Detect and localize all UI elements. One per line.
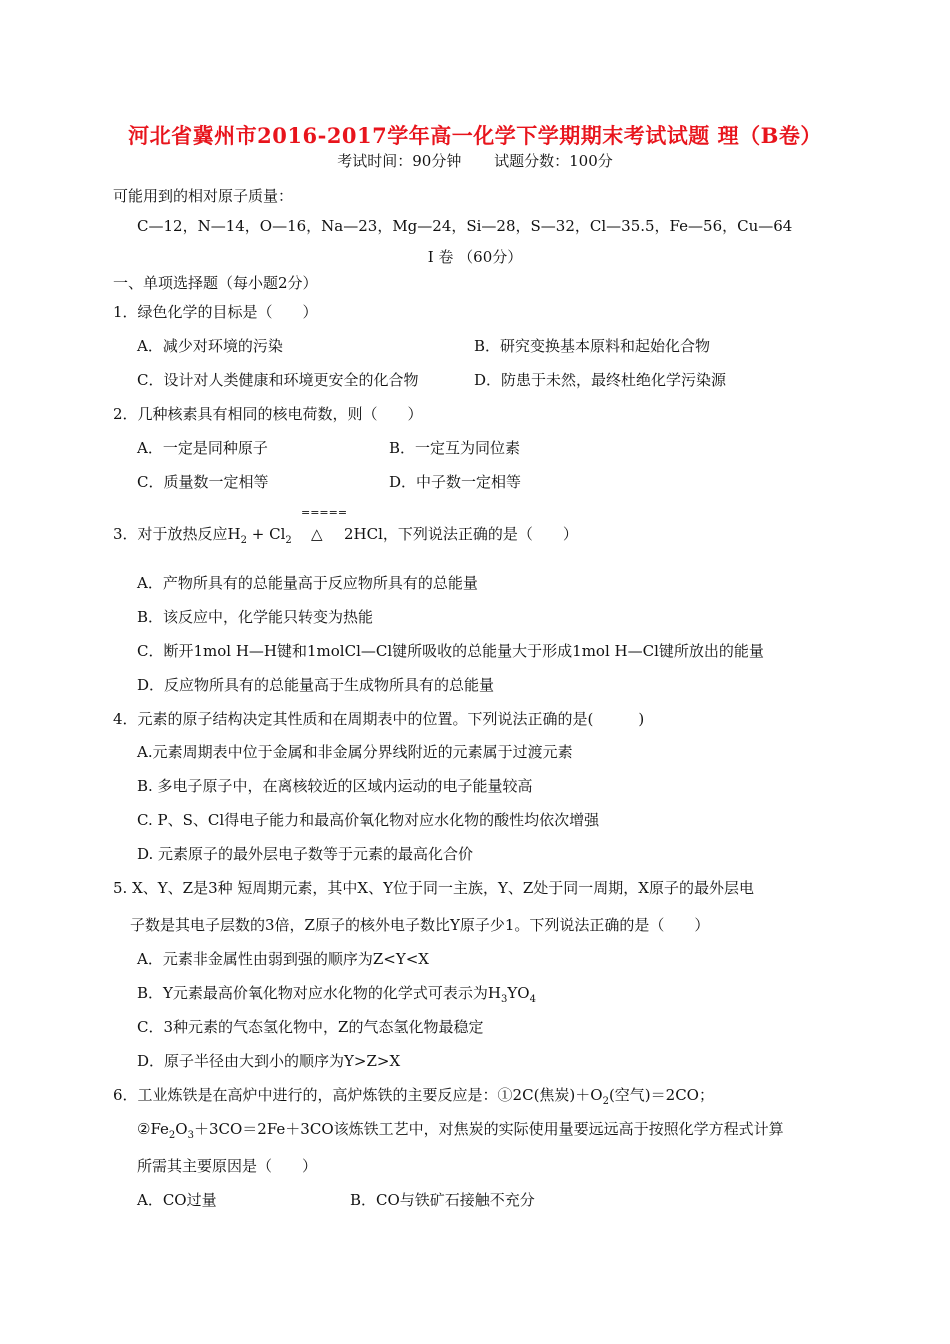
- question-3-option-d: D．反应物所具有的总能量高于生成物所具有的总能量: [137, 676, 495, 694]
- question-4-option-b: B. 多电子原子中，在离核较近的区域内运动的电子能量较高: [137, 777, 533, 795]
- question-3-option-c: C．断开1mol H—H键和1molCl—Cl键所吸收的总能量大于形成1mol H—Cl键所放出的能量: [137, 642, 764, 660]
- question-2-option-b: B．一定互为同位素: [389, 439, 521, 457]
- question-6-option-a: A．CO过量: [137, 1191, 217, 1209]
- atomic-mass-label: 可能用到的相对原子质量：: [113, 187, 294, 205]
- q6-l1-sub: 2: [602, 1096, 609, 1107]
- question-2-option-d: D．中子数一定相等: [389, 473, 522, 491]
- q6-l2-post: ＋3CO＝2Fe＋3CO该炼铁工艺中，对焦炭的实际使用量要远远高于按照化学方程式计算: [193, 1120, 784, 1138]
- q5-b-mid: YO: [507, 984, 530, 1002]
- question-6-option-b: B．CO与铁矿石接触不充分: [350, 1191, 535, 1209]
- volume-heading: Ⅰ 卷 （60分）: [427, 248, 523, 266]
- question-2-stem: 2．几种核素具有相同的核电荷数，则（ ）: [113, 405, 423, 423]
- question-6-line-3: 所需其主要原因是（ ）: [137, 1157, 318, 1175]
- question-4-option-d: D. 元素原子的最外层电子数等于元素的最高化合价: [137, 845, 474, 863]
- question-2-option-c: C．质量数一定相等: [137, 473, 269, 491]
- question-5-option-a: A．元素非金属性由弱到强的顺序为Z<Y<X: [137, 950, 429, 968]
- exam-time: 考试时间：90分钟: [337, 152, 462, 170]
- question-6-line-1: [113, 1084, 714, 1107]
- q6-l1-post: (空气)＝2CO；: [608, 1086, 714, 1104]
- question-4-stem: 4．元素的原子结构决定其性质和在周期表中的位置。下列说法正确的是( ): [113, 710, 645, 728]
- heat-sign: △: [311, 525, 323, 543]
- question-5-option-d: D．原子半径由大到小的顺序为Y>Z>X: [137, 1052, 401, 1070]
- q3-stem-mid: + Cl: [247, 525, 286, 543]
- question-1-option-b: B．研究变换基本原料和起始化合物: [474, 337, 711, 355]
- page-title: 河北省冀州市2016-2017学年高一化学下学期期末考试试题 理（B卷）: [128, 123, 822, 148]
- q5-b-sub-2: 4: [529, 994, 536, 1005]
- question-1-stem: 1．绿色化学的目标是（ ）: [113, 303, 318, 321]
- q3-sub-1: 2: [240, 535, 248, 546]
- q6-l1-pre: 6．工业炼铁是在高炉中进行的，高炉炼铁的主要反应是：①2C(焦炭)＋O: [113, 1086, 603, 1104]
- q3-stem-pre: 3．对于放热反应H: [113, 525, 241, 543]
- question-5-option-b: [137, 982, 536, 1005]
- question-5-option-c: C．3种元素的气态氢化物中，Z的气态氢化物最稳定: [137, 1018, 484, 1036]
- question-4-option-a: A.元素周期表中位于金属和非金属分界线附近的元素属于过渡元素: [137, 743, 573, 761]
- q6-l2-pre: ②Fe: [137, 1120, 169, 1138]
- q6-l2-sub-2: 3: [187, 1130, 194, 1141]
- q3-sub-2: 2: [285, 535, 292, 546]
- question-3-option-b: B．该反应中，化学能只转变为热能: [137, 608, 374, 626]
- q6-l2-sub-1: 2: [168, 1130, 176, 1141]
- q5-b-sub-1: 3: [501, 994, 508, 1005]
- question-5-stem-line-1: 5. X、Y、Z是3种 短周期元素，其中X、Y位于同一主族，Y、Z处于同一周期，X原子的最外层电: [113, 879, 754, 897]
- question-1-option-d: D．防患于未然，最终杜绝化学污染源: [474, 371, 727, 389]
- atomic-mass-values: C—12，N—14，O—16，Na—23，Mg—24，Si—28，S—32，Cl—35.5，Fe—56，Cu—64: [137, 217, 793, 235]
- section-heading: 一、单项选择题（每小题2分）: [113, 274, 318, 292]
- reaction-arrow: =====: [301, 506, 348, 519]
- exam-info: [0, 150, 950, 171]
- question-1-option-c: C．设计对人类健康和环境更安全的化合物: [137, 371, 419, 389]
- question-3-stem-post: 2HCl，下列说法正确的是（ ）: [344, 525, 578, 543]
- question-3-option-a: A．产物所具有的总能量高于反应物所具有的总能量: [137, 574, 478, 592]
- question-6-line-2: [137, 1118, 784, 1141]
- question-4-option-c: C. P、S、Cl得电子能力和最高价氧化物对应水化物的酸性均依次增强: [137, 811, 600, 829]
- question-1-option-a: A．减少对环境的污染: [137, 337, 283, 355]
- q6-l2-mid: O: [175, 1120, 188, 1138]
- question-3-stem: [113, 523, 292, 546]
- exam-score: 试题分数：100分: [494, 152, 613, 170]
- q5-b-pre: B．Y元素最高价氧化物对应水化物的化学式可表示为H: [137, 984, 502, 1002]
- question-5-stem-line-2: 子数是其电子层数的3倍，Z原子的核外电子数比Y原子少1。下列说法正确的是（ ）: [130, 916, 710, 934]
- question-2-option-a: A．一定是同种原子: [137, 439, 268, 457]
